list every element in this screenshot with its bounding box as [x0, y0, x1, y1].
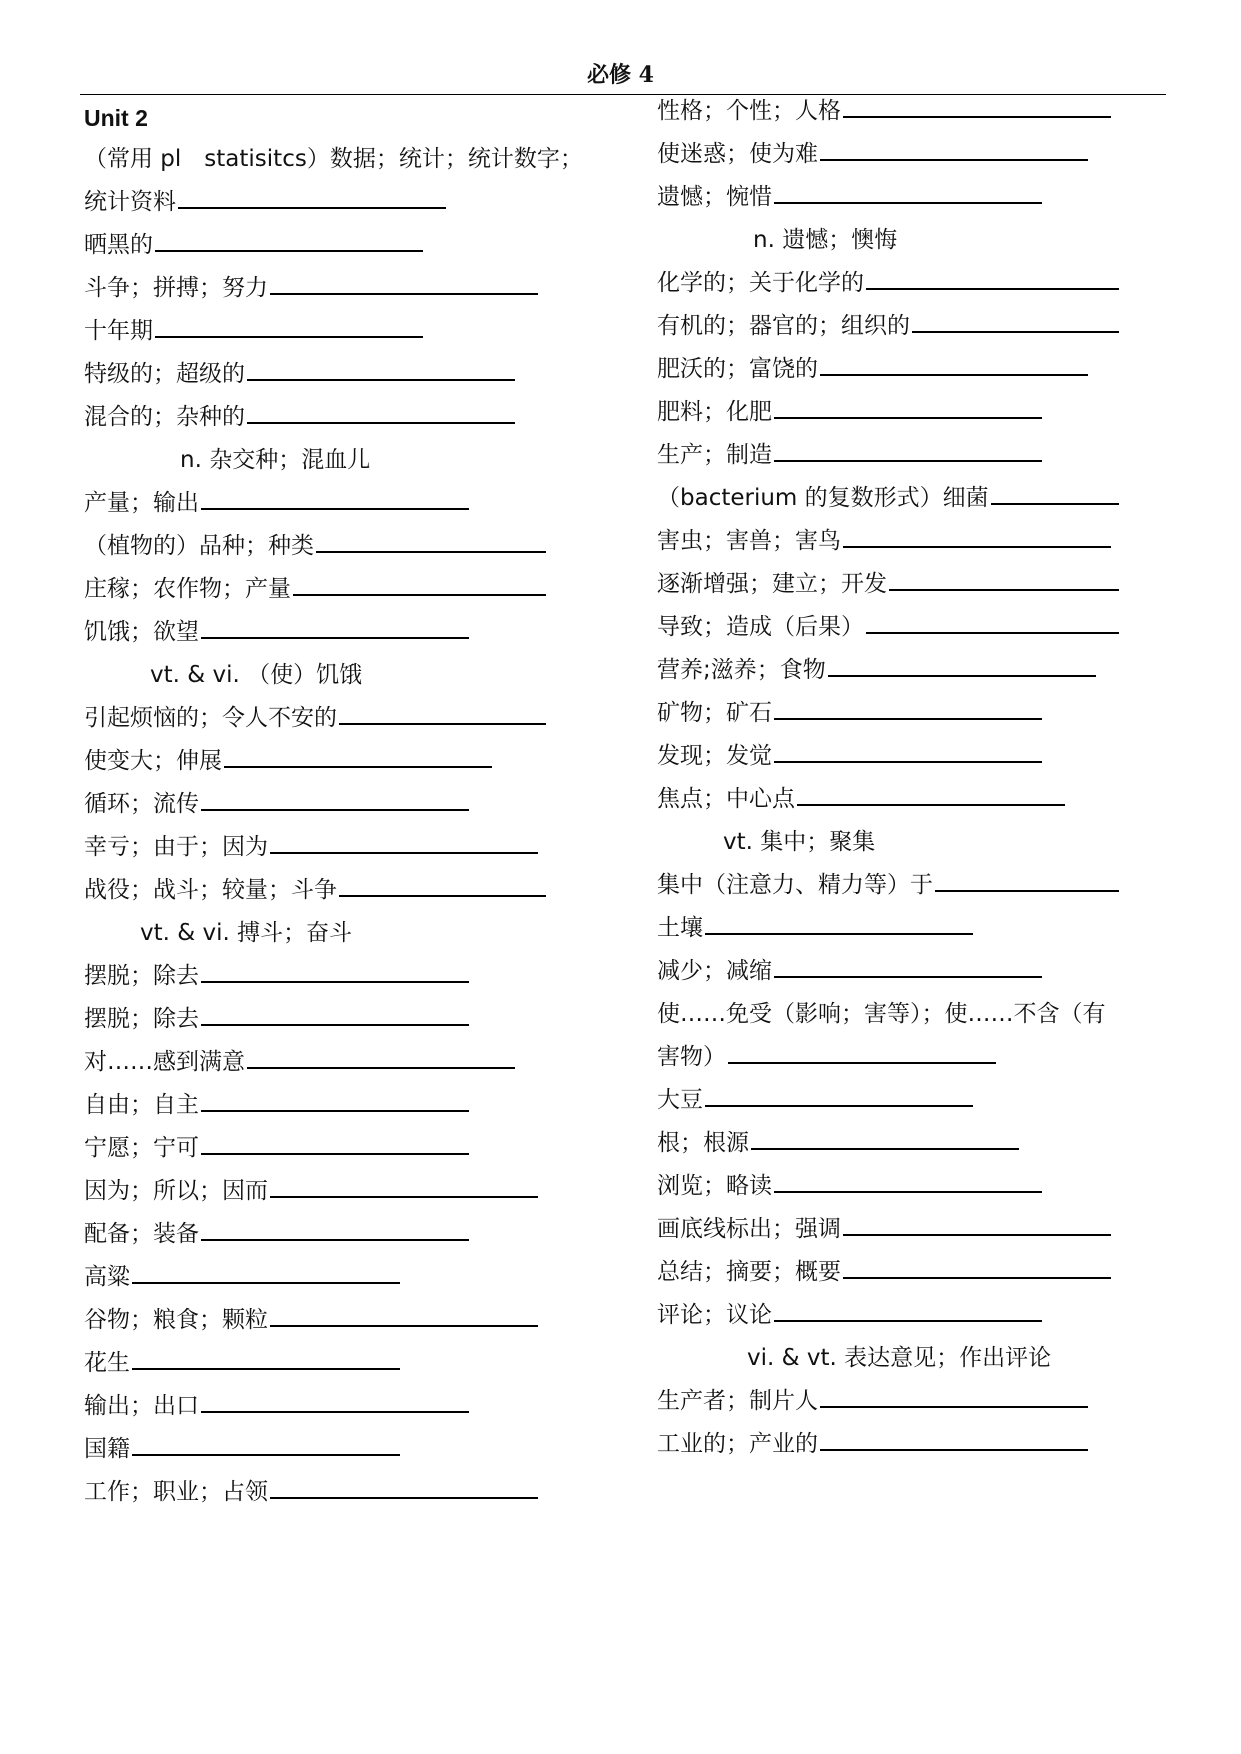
vocab-row — [657, 735, 1177, 778]
vocab-prompt: vt. 集中；聚集 — [723, 829, 876, 855]
vocab-row — [84, 568, 604, 611]
answer-blank[interactable] — [201, 1152, 469, 1155]
vocab-prompt: 集中（注意力、精力等）于 — [657, 872, 933, 898]
vocab-row — [657, 1079, 1177, 1122]
answer-blank[interactable] — [201, 808, 469, 811]
vocab-prompt: 宁愿；宁可 — [84, 1135, 199, 1161]
answer-blank[interactable] — [843, 545, 1111, 548]
answer-blank[interactable] — [270, 1496, 538, 1499]
vocab-prompt: 因为；所以；因而 — [84, 1178, 268, 1204]
vocab-row — [84, 912, 604, 955]
right-column — [657, 90, 1177, 1466]
vocab-row — [657, 1423, 1177, 1466]
answer-blank[interactable] — [820, 1405, 1088, 1408]
vocab-prompt: 生产；制造 — [657, 442, 772, 468]
vocab-row — [84, 783, 604, 826]
vocab-prompt: 土壤 — [657, 915, 703, 941]
answer-blank[interactable] — [339, 722, 546, 725]
vocab-prompt: 特级的；超级的 — [84, 361, 245, 387]
vocab-prompt: （常用 pl statisitcs）数据；统计；统计数字； — [84, 146, 583, 172]
answer-blank[interactable] — [820, 1448, 1088, 1451]
vocab-prompt: 矿物；矿石 — [657, 700, 772, 726]
vocab-prompt: 十年期 — [84, 318, 153, 344]
vocab-prompt: 营养;滋养；食物 — [657, 657, 826, 683]
vocab-row — [657, 1337, 1177, 1380]
vocab-row — [84, 998, 604, 1041]
answer-blank[interactable] — [201, 1238, 469, 1241]
vocab-prompt: 浏览；略读 — [657, 1173, 772, 1199]
answer-blank[interactable] — [843, 1233, 1111, 1236]
vocab-row — [657, 692, 1177, 735]
vocab-prompt: 减少；减缩 — [657, 958, 772, 984]
answer-blank[interactable] — [889, 588, 1119, 591]
vocab-prompt: 自由；自主 — [84, 1092, 199, 1118]
vocab-prompt: 逐渐增强；建立；开发 — [657, 571, 887, 597]
vocab-row — [84, 1084, 604, 1127]
vocab-prompt: 画底线标出；强调 — [657, 1216, 841, 1242]
vocab-prompt: 工作；职业；占领 — [84, 1479, 268, 1505]
vocab-row — [84, 1256, 604, 1299]
vocab-prompt: 工业的；产业的 — [657, 1431, 818, 1457]
vocab-row — [657, 262, 1177, 305]
vocab-prompt: 总结；摘要；概要 — [657, 1259, 841, 1285]
vocab-row — [657, 1122, 1177, 1165]
vocab-prompt: 遗憾；惋惜 — [657, 184, 772, 210]
vocab-prompt: 幸亏；由于；因为 — [84, 834, 268, 860]
vocab-row — [657, 434, 1177, 477]
vocab-row — [84, 396, 604, 439]
answer-blank[interactable] — [339, 894, 546, 897]
vocab-row — [84, 697, 604, 740]
answer-blank[interactable] — [774, 760, 1042, 763]
vocab-row — [84, 525, 604, 568]
answer-blank[interactable] — [843, 1276, 1111, 1279]
answer-blank[interactable] — [751, 1147, 1019, 1150]
vocab-row — [84, 1342, 604, 1385]
vocab-row — [84, 955, 604, 998]
vocab-prompt: 谷物；粮食；颗粒 — [84, 1307, 268, 1333]
answer-blank[interactable] — [774, 459, 1042, 462]
vocab-prompt: 根；根源 — [657, 1130, 749, 1156]
vocab-row — [657, 1208, 1177, 1251]
answer-blank[interactable] — [774, 1190, 1042, 1193]
vocab-row — [84, 1385, 604, 1428]
vocab-row — [84, 482, 604, 525]
vocab-prompt: 庄稼；农作物；产量 — [84, 576, 291, 602]
vocab-row — [657, 1036, 1177, 1079]
vocab-row — [84, 1471, 604, 1514]
vocab-row — [84, 267, 604, 310]
vocab-row — [657, 649, 1177, 692]
answer-blank[interactable] — [201, 980, 469, 983]
vocab-row — [84, 740, 604, 783]
answer-blank[interactable] — [247, 378, 515, 381]
vocab-row — [657, 133, 1177, 176]
vocab-prompt: 评论；议论 — [657, 1302, 772, 1328]
vocab-row — [657, 864, 1177, 907]
answer-blank[interactable] — [178, 206, 446, 209]
vocab-row — [84, 138, 604, 181]
vocab-prompt: 有机的；器官的；组织的 — [657, 313, 910, 339]
vocab-prompt: 大豆 — [657, 1087, 703, 1113]
vocab-prompt: 生产者；制片人 — [657, 1388, 818, 1414]
vocab-prompt: 导致；造成（后果） — [657, 614, 864, 640]
vocab-row — [657, 907, 1177, 950]
vocab-prompt: 饥饿；欲望 — [84, 619, 199, 645]
vocab-prompt: 配备；装备 — [84, 1221, 199, 1247]
vocab-prompt: 国籍 — [84, 1436, 130, 1462]
vocab-prompt: 害物） — [657, 1044, 726, 1070]
vocab-prompt: 肥沃的；富饶的 — [657, 356, 818, 382]
answer-blank[interactable] — [132, 1281, 400, 1284]
vocab-row — [657, 391, 1177, 434]
vocab-prompt: 害虫；害兽；害鸟 — [657, 528, 841, 554]
vocab-row — [657, 821, 1177, 864]
answer-blank[interactable] — [247, 421, 515, 424]
vocab-row — [84, 869, 604, 912]
vocab-prompt: 使……免受（影响；害等）；使……不含（有 — [657, 1001, 1106, 1027]
vocab-prompt: 使迷惑；使为难 — [657, 141, 818, 167]
answer-blank[interactable] — [774, 975, 1042, 978]
vocab-prompt: 统计资料 — [84, 189, 176, 215]
answer-blank[interactable] — [705, 1104, 973, 1107]
answer-blank[interactable] — [820, 158, 1088, 161]
vocab-prompt: 焦点；中心点 — [657, 786, 795, 812]
vocab-row — [657, 778, 1177, 821]
vocab-prompt: 肥料；化肥 — [657, 399, 772, 425]
vocab-prompt: 循环；流传 — [84, 791, 199, 817]
vocab-row — [657, 950, 1177, 993]
answer-blank[interactable] — [774, 1319, 1042, 1322]
vocab-row — [657, 90, 1177, 133]
vocab-row — [657, 176, 1177, 219]
vocab-prompt: （bacterium 的复数形式）细菌 — [657, 485, 989, 511]
vocab-prompt: 发现；发觉 — [657, 743, 772, 769]
vocab-row — [84, 1041, 604, 1084]
answer-blank[interactable] — [935, 889, 1119, 892]
vocab-row — [84, 310, 604, 353]
vocab-row — [657, 606, 1177, 649]
vocab-prompt: vt. & vi. （使）饥饿 — [150, 662, 363, 688]
answer-blank[interactable] — [293, 593, 546, 596]
answer-blank[interactable] — [270, 292, 538, 295]
answer-blank[interactable] — [201, 636, 469, 639]
vocab-prompt: 性格；个性；人格 — [657, 98, 841, 124]
vocab-prompt: （植物的）品种；种类 — [84, 533, 314, 559]
vocab-row — [657, 1251, 1177, 1294]
unit-heading: Unit 2 — [84, 105, 148, 131]
vocab-prompt: 混合的；杂种的 — [84, 404, 245, 430]
answer-blank[interactable] — [866, 287, 1119, 290]
answer-blank[interactable] — [774, 717, 1042, 720]
answer-blank[interactable] — [728, 1061, 996, 1064]
vocab-row — [84, 224, 604, 267]
vocab-prompt: n. 遗憾；懊悔 — [753, 227, 898, 253]
answer-blank[interactable] — [912, 330, 1119, 333]
answer-blank[interactable] — [201, 1410, 469, 1413]
vocab-prompt: 对……感到满意 — [84, 1049, 245, 1075]
vocab-row — [657, 348, 1177, 391]
vocab-prompt: 高粱 — [84, 1264, 130, 1290]
vocab-prompt: 引起烦恼的；令人不安的 — [84, 705, 337, 731]
vocab-prompt: 输出；出口 — [84, 1393, 199, 1419]
vocab-row — [84, 353, 604, 396]
answer-blank[interactable] — [843, 115, 1111, 118]
answer-blank[interactable] — [705, 932, 973, 935]
vocab-prompt: 使变大；伸展 — [84, 748, 222, 774]
answer-blank[interactable] — [132, 1453, 400, 1456]
answer-blank[interactable] — [155, 249, 423, 252]
vocab-row — [84, 611, 604, 654]
left-column — [84, 98, 604, 1514]
vocab-row — [84, 1127, 604, 1170]
answer-blank[interactable] — [201, 1109, 469, 1112]
answer-blank[interactable] — [270, 851, 538, 854]
vocab-row — [657, 219, 1177, 262]
answer-blank[interactable] — [247, 1066, 515, 1069]
answer-blank[interactable] — [155, 335, 423, 338]
vocab-row — [84, 1170, 604, 1213]
vocab-row — [84, 1299, 604, 1342]
vocab-prompt: 斗争；拼搏；努力 — [84, 275, 268, 301]
vocab-row — [84, 181, 604, 224]
vocab-row — [657, 1380, 1177, 1423]
vocab-prompt: n. 杂交种；混血儿 — [180, 447, 371, 473]
answer-blank[interactable] — [224, 765, 492, 768]
page-header: 必修 4 — [587, 62, 654, 88]
vocab-prompt: 化学的；关于化学的 — [657, 270, 864, 296]
vocab-prompt: 战役；战斗；较量；斗争 — [84, 877, 337, 903]
vocab-row — [657, 520, 1177, 563]
vocab-prompt: 摆脱；除去 — [84, 1006, 199, 1032]
vocab-row — [84, 439, 604, 482]
vocab-prompt: vt. & vi. 搏斗；奋斗 — [140, 920, 353, 946]
vocab-row — [657, 563, 1177, 606]
answer-blank[interactable] — [774, 416, 1042, 419]
answer-blank[interactable] — [991, 502, 1119, 505]
answer-blank[interactable] — [270, 1195, 538, 1198]
vocab-row — [84, 826, 604, 869]
vocab-prompt: 摆脱；除去 — [84, 963, 199, 989]
vocab-prompt: vi. & vt. 表达意见；作出评论 — [747, 1345, 1052, 1371]
answer-blank[interactable] — [270, 1324, 538, 1327]
vocab-row — [657, 477, 1177, 520]
vocab-row — [657, 993, 1177, 1036]
vocab-prompt: 产量；输出 — [84, 490, 199, 516]
answer-blank[interactable] — [316, 550, 546, 553]
vocab-prompt: 花生 — [84, 1350, 130, 1376]
vocab-prompt: 晒黑的 — [84, 232, 153, 258]
vocab-row — [84, 1428, 604, 1471]
vocab-row — [84, 654, 604, 697]
answer-blank[interactable] — [132, 1367, 400, 1370]
vocab-row — [84, 1213, 604, 1256]
answer-blank[interactable] — [820, 373, 1088, 376]
answer-blank[interactable] — [774, 201, 1042, 204]
answer-blank[interactable] — [866, 631, 1119, 634]
vocab-row — [657, 305, 1177, 348]
vocab-row — [657, 1165, 1177, 1208]
vocab-row — [657, 1294, 1177, 1337]
answer-blank[interactable] — [201, 507, 469, 510]
answer-blank[interactable] — [828, 674, 1096, 677]
answer-blank[interactable] — [797, 803, 1065, 806]
answer-blank[interactable] — [201, 1023, 469, 1026]
